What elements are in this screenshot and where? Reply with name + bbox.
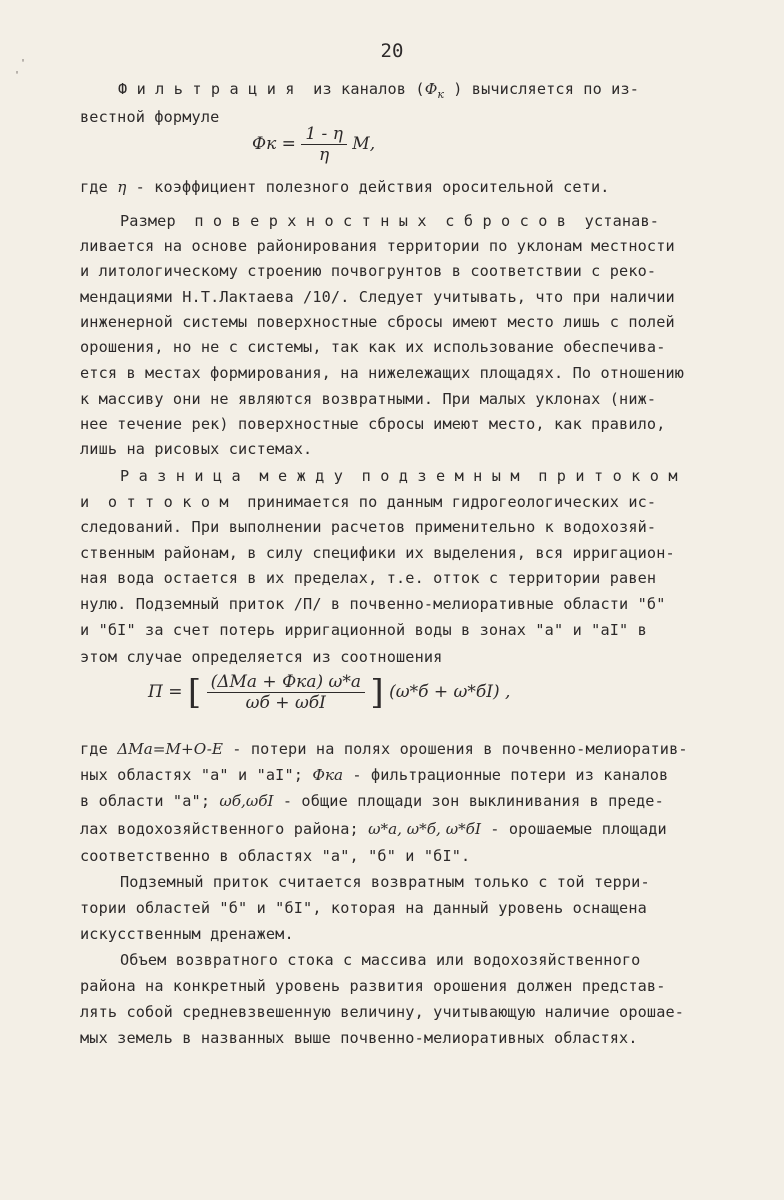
text-line: ливается на основе районирования территории по уклонам местности xyxy=(80,237,675,255)
text-line: где ΔMa=M+O-E - потери на полях орошения в почвенно-мелиоратив- xyxy=(80,740,688,758)
text-line: нее течение рек) поверхностные сбросы имеют место, как правило, xyxy=(80,415,666,433)
text-line: лишь на рисовых системах. xyxy=(80,440,313,458)
text-line: и о т т о к о м принимается по данным гидрогеологических ис- xyxy=(80,493,657,511)
text-line: Подземный приток считается возвратным только с той терри- xyxy=(120,873,650,891)
text-line: Ф и л ь т р а ц и я из каналов ($Ф_к$ ) вычисляется по из- xyxy=(118,80,640,102)
text-line: этом случае определяется из соотношения xyxy=(80,648,443,666)
margin-mark: ' xyxy=(14,70,21,81)
text-line: мендациями Н.Т.Лактаева /10/. Следует учитывать, что при наличии xyxy=(80,288,675,306)
text-line: где η - коэффициент полезного действия оросительной сети. xyxy=(80,178,610,196)
text-line: Р а з н и ц а м е ж д у п о д з е м н ы м п р и т о к о м xyxy=(120,467,678,485)
fraction: $\frac{1 - \eta}{\eta}$ xyxy=(301,124,347,165)
margin-mark: ' xyxy=(20,58,27,69)
text-line: ется в местах формирования, на нижележащих площадях. По отношению xyxy=(80,364,685,382)
text-line: орошения, но не с системы, так как их использование обеспечива- xyxy=(80,338,666,356)
text-line: соответственно в областях "а", "б" и "бI". xyxy=(80,847,471,865)
text-line: ная вода остается в их пределах, т.е. отток с территории равен xyxy=(80,569,657,587)
text-line: лах водохозяйственного района; ω*а, ω*б, ω*бI - орошаемые площади xyxy=(80,820,667,838)
text-line: и "бI" за счет потерь ирригационной воды в зонах "а" и "аI" в xyxy=(80,621,647,639)
text-line: Объем возвратного стока с массива или водохозяйственного xyxy=(120,951,641,969)
text-line: искусственным дренажем. xyxy=(80,925,294,943)
text-line: лять собой средневзвешенную величину, учитывающую наличие орошае- xyxy=(80,1003,685,1021)
page-number: 20 xyxy=(380,40,404,62)
text-line: района на конкретный уровень развития орошения должен представ- xyxy=(80,977,666,995)
text-line: ных областях "а" и "аI"; Фка - фильтрационные потери из каналов xyxy=(80,766,669,784)
fraction: $\frac{\text{(ΔMa + Фка) ω*а}}{\text{ωб + ωбI}}$ xyxy=(207,672,365,713)
text-line: ственным районам, в силу специфики их выделения, вся ирригацион- xyxy=(80,544,675,562)
text-line: инженерной системы поверхностные сбросы имеют место лишь с полей xyxy=(80,313,675,331)
text-line: Размер п о в е р х н о с т н ы х с б р о с о в устанав- xyxy=(120,212,660,230)
text-line: тории областей "б" и "бI", которая на данный уровень оснащена xyxy=(80,899,647,917)
text-line: нулю. Подземный приток /П/ в почвенно-мелиоративные области "б" xyxy=(80,595,666,613)
formula-inflow: П = [ $\frac{\text{(ΔMa + Фка) ω*а}}{\text{ωб + ωбI}}$ ] (ω*б + ω*бI) , xyxy=(148,672,511,713)
text-line: следований. При выполнении расчетов применительно к водохозяй- xyxy=(80,518,657,536)
text-line: вестной формуле xyxy=(80,108,220,126)
text-line: и литологическому строению почвогрунтов в соответствии с реко- xyxy=(80,262,657,280)
formula-filtration: Фк = $\frac{1 - \eta}{\eta}$ M, xyxy=(252,124,376,165)
text-line: мых земель в названных выше почвенно-мелиоративных областях. xyxy=(80,1029,638,1047)
text-line: в области "а"; ωб,ωбI - общие площади зон выклинивания в преде- xyxy=(80,792,664,810)
text-line: к массиву они не являются возвратными. При малых уклонах (ниж- xyxy=(80,390,657,408)
